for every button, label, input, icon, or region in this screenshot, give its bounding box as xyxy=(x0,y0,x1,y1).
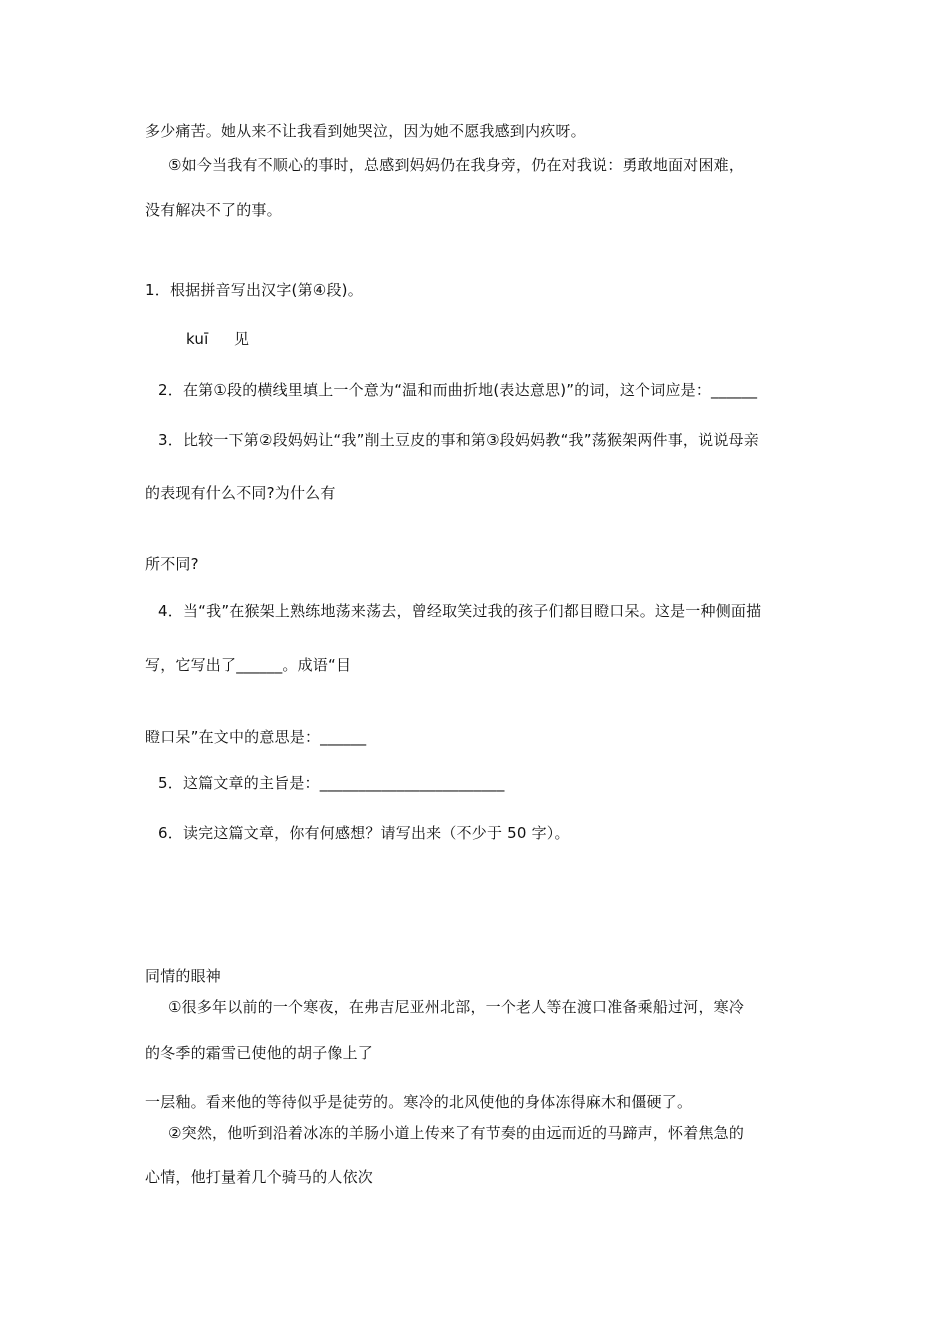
passage2-line-5: 心情，他打量着几个骑马的人依次 xyxy=(145,1168,374,1186)
question-1-character: 见 xyxy=(234,330,250,348)
passage2-line-2: 的冬季的霜雪已使他的胡子像上了 xyxy=(145,1044,374,1062)
question-6: 6．读完这篇文章，你有何感想？请写出来（不少于 50 字）。 xyxy=(158,824,570,842)
question-4-line-1: 4．当“我”在猴架上熟练地荡来荡去，曾经取笑过我的孩子们都目瞪口呆。这是一种侧面描 xyxy=(158,602,762,620)
question-1-pinyin: kuī xyxy=(186,330,209,348)
passage2-line-1: ①很多年以前的一个寒夜，在弗吉尼亚州北部，一个老人等在渡口准备乘船过河，寒冷 xyxy=(168,998,745,1016)
passage1-line-2: ⑤如今当我有不顺心的事时，总感到妈妈仍在我身旁，仍在对我说：勇敢地面对困难， xyxy=(168,156,745,174)
passage1-line-1: 多少痛苦。她从来不让我看到她哭泣，因为她不愿我感到内疚呀。 xyxy=(145,122,586,140)
question-1: 1．根据拼音写出汉字(第④段)。 xyxy=(145,281,363,299)
question-5: 5．这篇文章的主旨是：________________________ xyxy=(158,774,505,792)
question-3-line-2: 的表现有什么不同?为什么有 xyxy=(145,484,336,502)
passage2-line-3: 一层釉。看来他的等待似乎是徒劳的。寒冷的北风使他的身体冻得麻木和僵硬了。 xyxy=(145,1093,693,1111)
question-4-line-3: 瞪口呆”在文中的意思是：______ xyxy=(145,728,367,746)
question-4-line-2: 写，它写出了______。成语“目 xyxy=(145,656,352,674)
question-3-line-1: 3．比较一下第②段妈妈让“我”削土豆皮的事和第③段妈妈教“我”荡猴架两件事，说说母亲 xyxy=(158,431,759,449)
passage1-line-3: 没有解决不了的事。 xyxy=(145,201,282,219)
question-3-line-3: 所不同? xyxy=(145,555,199,573)
passage2-title: 同情的眼神 xyxy=(145,967,222,985)
passage2-line-4: ②突然，他听到沿着冰冻的羊肠小道上传来了有节奏的由远而近的马蹄声，怀着焦急的 xyxy=(168,1124,745,1142)
question-2: 2．在第①段的横线里填上一个意为“温和而曲折地(表达意思)”的词，这个词应是：______ xyxy=(158,381,758,399)
